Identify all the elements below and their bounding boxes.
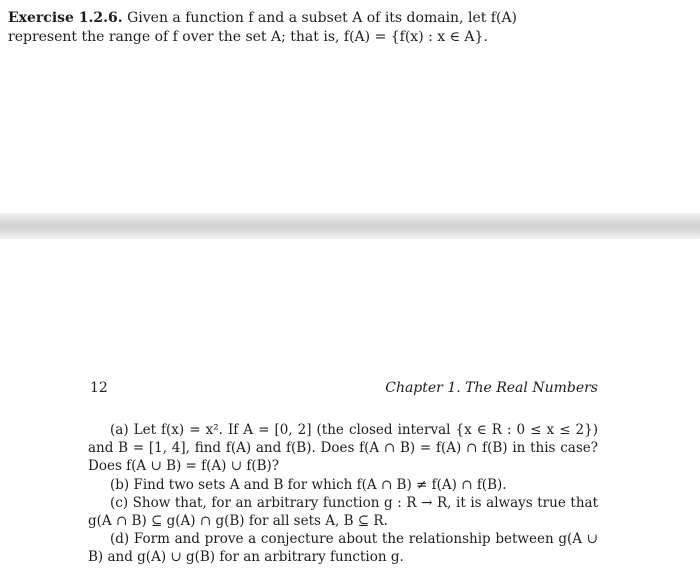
statement-line-1-text: Given a function f and a subset A of its domain, let f(A) xyxy=(122,10,518,26)
exercise-parts xyxy=(88,421,598,567)
page-header xyxy=(90,380,598,400)
page-divider xyxy=(0,213,700,239)
page-number: 12 xyxy=(90,380,108,396)
part-a: (a) Let f(x) = x². If A = [0, 2] (the closed interval {x ∈ R : 0 ≤ x ≤ 2}) and B = [1, 4], find f(A) and f(B). Does f(A ∩ B) = f(A) ∩ f(B) in this case? Does f(A ∪ B) = f(A) ∪ f(B)? xyxy=(88,422,598,475)
part-b: (b) Find two sets A and B for which f(A ∩ B) ≠ f(A) ∩ f(B). xyxy=(110,476,507,493)
part-c: (c) Show that, for an arbitrary function g : R → R, it is always true that g(A ∩ B) ⊆ g(A) ∩ g(B) for all sets A, B ⊆ R. xyxy=(88,494,598,530)
statement-line-1 xyxy=(8,9,688,28)
chapter-title: Chapter 1. The Real Numbers xyxy=(385,380,598,396)
exercise-statement xyxy=(8,9,688,47)
part-d: (d) Form and prove a conjecture about the relationship between g(A ∪ B) and g(A) ∪ g(B) for an arbitrary function g. xyxy=(88,531,598,566)
statement-line-2: represent the range of f over the set A; that is, f(A) = {f(x) : x ∈ A}. xyxy=(8,29,488,45)
exercise-label: Exercise 1.2.6. xyxy=(8,10,123,26)
